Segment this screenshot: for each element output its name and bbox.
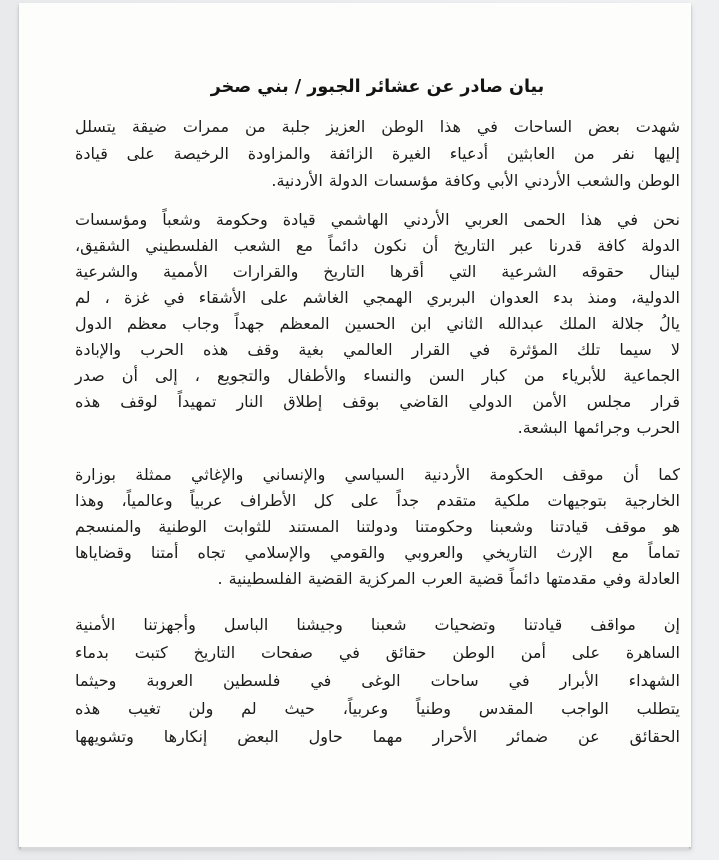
text-line: لا سيما تلك المؤثرة في القرار العالمي بغية وقف هذه الحرب والإبادة bbox=[75, 340, 680, 359]
text-line: الشهداء الأبرار في ساحات الوغى في فلسطين العروبة وحيثما bbox=[75, 671, 680, 690]
text-line: يالُ جلالة الملك عبدالله الثاني ابن الحسين المعظم جهداً وجاب معظم الدول bbox=[75, 314, 680, 333]
document-content bbox=[19, 3, 691, 847]
text-line: العادلة وفي مقدمتها دائماً قضية العرب المركزية القضية الفلسطينية . bbox=[217, 569, 680, 588]
document-page bbox=[19, 3, 691, 847]
text-line: نحن في هذا الحمى العربي الأردني الهاشمي قيادة وحكومة وشعباً ومؤسسات bbox=[75, 210, 680, 229]
paragraph-1 bbox=[75, 113, 680, 194]
text-line: إن مواقف قيادتنا وتضحيات شعبنا وجيشنا الباسل وأجهزتنا الأمنية bbox=[75, 615, 680, 634]
paragraph-4 bbox=[75, 611, 680, 751]
statement-title: بيان صادر عن عشائر الجبور / بني صخر bbox=[210, 77, 545, 97]
page-bottom-shadow bbox=[21, 847, 689, 850]
text-line: الحرب وجرائمها البشعة. bbox=[517, 418, 680, 437]
text-line: الساهرة على أمن الوطن حقائق في صفحات التاريخ كتبت بدماء bbox=[75, 643, 680, 662]
text-line: الدولية، ومنذ بدء العدوان البربري الهمجي الغاشم على الأشقاء في غزة ، لم bbox=[75, 288, 680, 307]
text-line: كما أن موقف الحكومة الأردنية السياسي والإنساني والإغاثي ممثلة بوزارة bbox=[75, 465, 680, 484]
text-line: يتطلب الواجب المقدس وطنياً وعربياً، حيث لم ولن تغيب هذه bbox=[75, 699, 680, 718]
text-line: قرار مجلس الأمن الدولي القاضي بوقف إطلاق النار تمهيداً لوقف هذه bbox=[75, 392, 680, 411]
text-line: الوطن والشعب الأردني الأبي وكافة مؤسسات الدولة الأردنية. bbox=[271, 171, 680, 190]
text-line: تماماً مع الإرث التاريخي والعروبي والقومي والإسلامي تجاه أمتنا وقضاياها bbox=[75, 543, 680, 562]
text-line: الجماعية للأبرياء من كبار السن والنساء والأطفال والتجويع ، إلى أن صدر bbox=[75, 366, 680, 385]
text-line: الحقائق عن ضمائر الأحرار مهما حاول البعض إنكارها وتشويهها bbox=[75, 727, 680, 746]
text-line: الدولة كافة قدرنا عبر التاريخ أن نكون دائماً مع الشعب الفلسطيني الشقيق، bbox=[75, 236, 680, 255]
paragraph-3 bbox=[75, 462, 680, 592]
paragraph-2 bbox=[75, 207, 680, 441]
text-line: إليها نفر من العابثين أدعياء الغيرة الزائفة والمزاودة الرخيصة على قيادة bbox=[75, 144, 680, 163]
text-line: لينال حقوقه الشرعية التي أقرها التاريخ والقرارات الأممية والشرعية bbox=[75, 262, 680, 281]
text-line: الخارجية بتوجيهات ملكية متقدم جداً على كل الأطراف عربياً وعالمياً، وهذا bbox=[75, 491, 680, 510]
text-line: شهدت بعض الساحات في هذا الوطن العزيز جلبة من ممرات ضيقة يتسلل bbox=[75, 117, 680, 136]
text-line: هو موقف قيادتنا وشعبنا وحكومتنا ودولتنا المستند للثوابت الوطنية والمنسجم bbox=[75, 517, 680, 536]
